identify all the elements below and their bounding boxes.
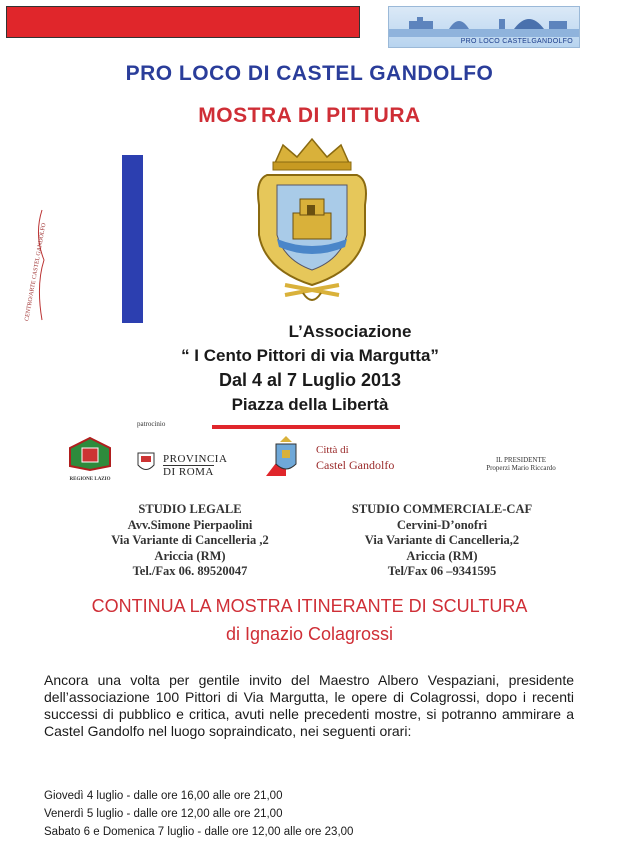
citta-line1: Città di <box>316 444 349 456</box>
presidente-block <box>456 456 586 472</box>
studio-commerciale-phone: Tel/Fax 06 –9341595 <box>387 564 497 578</box>
event-association: L’Associazione <box>288 322 412 341</box>
studio-legale-address: Via Variante di Cancelleria ,2 <box>111 533 269 547</box>
studio-commerciale-address: Via Variante di Cancelleria,2 <box>364 533 520 547</box>
citta-crest-icon <box>262 432 310 478</box>
logo-provincia-roma <box>135 450 245 480</box>
patrocinio-label: patrocinio <box>137 420 166 428</box>
presidente-name: Properzi Mario Riccardo <box>486 464 556 472</box>
schedule-line-3: Sabato 6 e Domenica 7 luglio - dalle ore 12,00 alle ore 23,00 <box>44 826 354 838</box>
schedule-line-1: Giovedì 4 luglio - dalle ore 16,00 alle ore 21,00 <box>44 790 283 802</box>
event-dates: Dal 4 al 7 Luglio 2013 <box>218 370 402 390</box>
sculpture-artist: di Ignazio Colagrossi <box>225 624 394 644</box>
studio-commerciale-name: Cervini-D’onofri <box>396 517 488 532</box>
studio-commerciale-title: STUDIO COMMERCIALE-CAF <box>351 502 533 516</box>
logo-regione-lazio <box>64 436 116 480</box>
studio-legale-city: Ariccia (RM) <box>154 548 226 563</box>
studio-legale-title: STUDIO LEGALE <box>138 502 242 516</box>
logo-citta-castel-gandolfo <box>262 432 422 482</box>
body-paragraph: Ancora una volta per gentile invito del Maestro Albero Vespaziani, presidente dell’associazione 100 Pittori di Via Margutta, le opere di Colagrossi, dopo i recenti successi di pubblico e critica, avuti nelle precedenti mostre, si potranno ammirare a Castel Gandolfo nel luogo sopraindicato, nei seguenti orari: <box>44 672 574 739</box>
event-group-name: “ I Cento Pittori di via Margutta” <box>181 346 439 365</box>
provincia-line2: DI ROMA <box>163 466 214 478</box>
pro-loco-banner <box>388 6 580 48</box>
provincia-line1: PROVINCIA <box>163 453 228 465</box>
studio-commerciale <box>322 502 562 580</box>
blue-vertical-bar <box>122 155 143 323</box>
side-vertical-text: CENTRO/ARTE CASTEL GANDOLFO <box>24 222 48 322</box>
side-stamp <box>20 205 56 325</box>
studio-commerciale-city: Ariccia (RM) <box>406 548 478 563</box>
studio-legale-name: Avv.Simone Pierpaolini <box>127 517 253 532</box>
provincia-shield-icon <box>135 450 157 476</box>
sculpture-title: CONTINUA LA MOSTRA ITINERANTE DI SCULTURA <box>91 596 528 616</box>
red-divider-line <box>212 425 400 429</box>
studio-legale-phone: Tel./Fax 06. 89520047 <box>132 564 248 578</box>
page-subtitle: MOSTRA DI PITTURA <box>198 104 421 127</box>
schedule-line-2: Venerdì 5 luglio - dalle ore 12,00 alle ore 21,00 <box>44 808 283 820</box>
studio-legale <box>80 502 300 580</box>
regione-label: REGIONE LAZIO <box>69 477 111 482</box>
page-title: PRO LOCO DI CASTEL GANDOLFO <box>125 62 494 85</box>
citta-line2: Castel Gandolfo <box>316 458 395 472</box>
banner-text: PRO LOCO CASTELGANDOLFO <box>460 38 573 45</box>
regione-lazio-icon <box>64 436 116 472</box>
top-red-bar <box>6 6 360 38</box>
event-location: Piazza della Libertà <box>231 395 389 414</box>
presidente-title: IL PRESIDENTE <box>495 456 547 464</box>
coat-of-arms-icon <box>245 135 380 310</box>
